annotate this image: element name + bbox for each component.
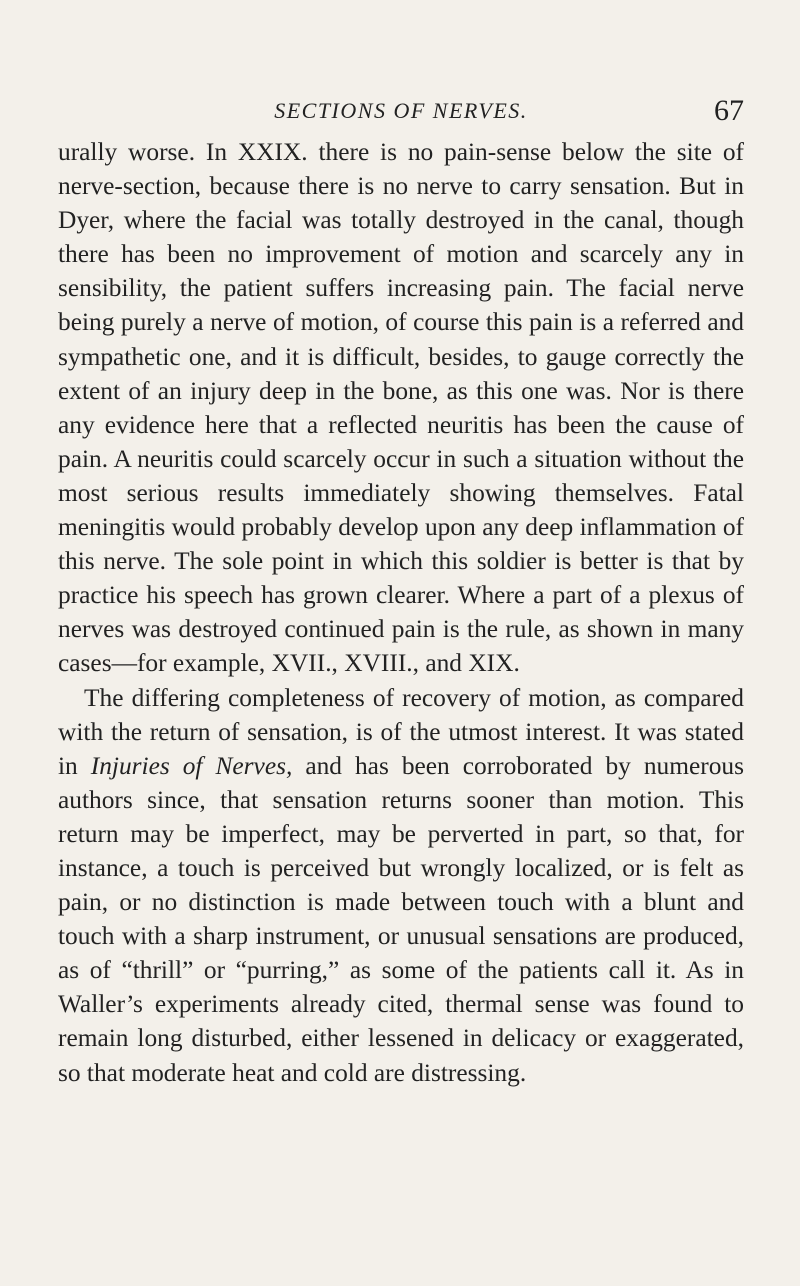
paragraph-1: urally worse. In XXIX. there is no pain-sense below the site of nerve-section, because there is no nerve to carry sensation. But in Dyer, where the facial was totally destroyed in the canal, though there has been no improvement of motion and scarcely any in sensibility, the patient suffers increasing pain. The facial nerve being purely a nerve of motion, of course this pain is a referred and sympathetic one, and it is difficult, besides, to gauge correctly the extent of an injury deep in the bone, as this one was. Nor is there any evidence here that a reflected neuritis has been the cause of pain. A neuritis could scarcely occur in such a situation without the most serious results immediately showing themselves. Fatal meningitis would probably develop upon any deep inflammation of this nerve. The sole point in which this soldier is better is that by practice his speech has grown clearer. Where a part of a plexus of nerves was destroyed continued pain is the rule, as shown in many cases—for example, XVII., XVIII., and XIX. (58, 138, 744, 678)
running-head (58, 94, 744, 134)
paragraph-2-text-before-title: The differing completeness of recovery of motion, as compared with the return of sensation, is of the utmost interest. It was stated in (58, 683, 744, 780)
book-title-citation: Injuries of Nerves, (90, 751, 293, 780)
body-text (58, 135, 744, 1090)
paragraph-2-text-after-title: and has been corroborated by numerous authors since, that sensation returns sooner than motion. This return may be imperfect, may be perverted in part, so that, for instance, a touch is perceived but wrongly localized, or is felt as pain, or no distinction is made between touch with a blunt and touch with a sharp instrument, or unusual sensations are produced, as of “thrill” or “purring,” as some of the patients call it. As in Waller’s experiments already cited, thermal sense was found to remain long disturbed, either lessened in delicacy or exaggerated, so that moderate heat and cold are distressing. (58, 751, 744, 1087)
paragraph-2 (58, 681, 744, 1090)
page-number: 67 (714, 94, 744, 127)
running-title: SECTIONS OF NERVES. (274, 98, 528, 123)
